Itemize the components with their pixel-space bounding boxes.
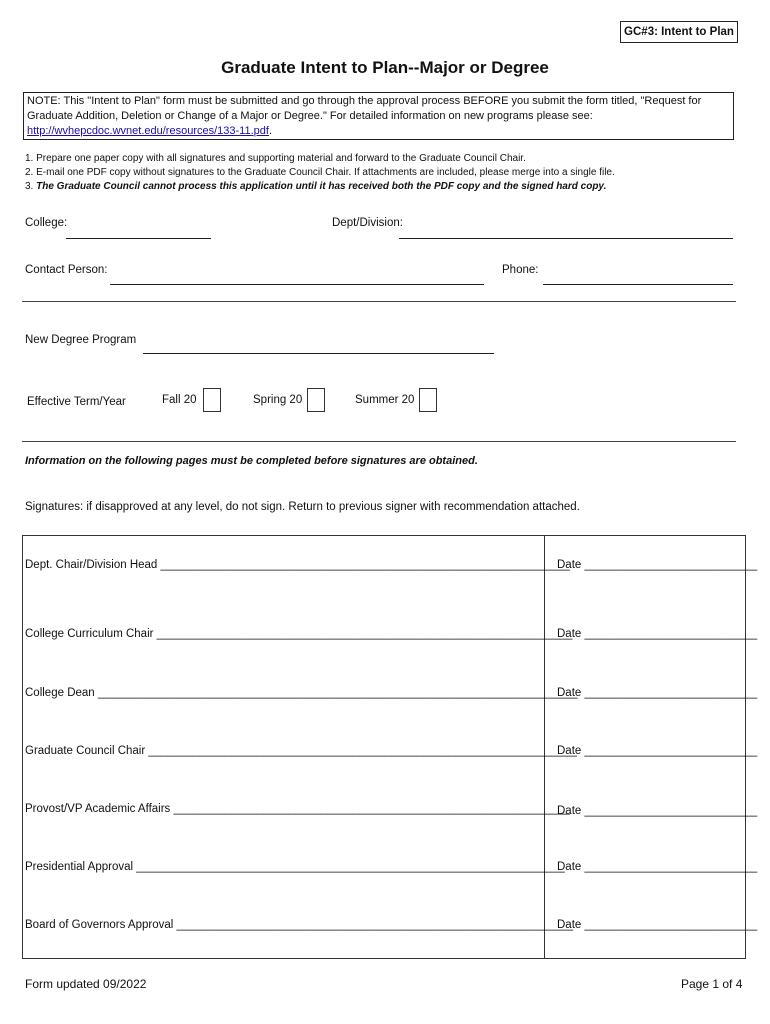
dept-field[interactable] bbox=[399, 238, 733, 239]
date-line-board-of-governors[interactable]: Date ___________________________ bbox=[557, 919, 758, 931]
date-line-graduate-council-chair[interactable]: Date ___________________________ bbox=[557, 745, 758, 757]
info-notice: Information on the following pages must be completed before signatures are obtained. bbox=[25, 455, 478, 467]
section-divider bbox=[22, 441, 736, 442]
effective-term-label: Effective Term/Year bbox=[27, 396, 126, 408]
signature-line-presidential[interactable]: Presidential Approval ___________________________________________________________________ bbox=[25, 861, 565, 873]
summer-label: Summer 20 bbox=[355, 394, 415, 406]
page-number: Page 1 of 4 bbox=[681, 977, 743, 991]
date-line-college-dean[interactable]: Date ___________________________ bbox=[557, 687, 758, 699]
signature-line-board-of-governors[interactable]: Board of Governors Approval ______________________________________________________________ bbox=[25, 919, 574, 931]
note-after-link: . bbox=[268, 125, 273, 137]
fall-checkbox[interactable] bbox=[203, 388, 221, 412]
resource-link[interactable]: http://wvhepcdoc.wvnet.edu/resources/133-11.pdf bbox=[27, 125, 269, 137]
new-degree-label: New Degree Program bbox=[25, 334, 137, 346]
college-label: College: bbox=[25, 217, 68, 229]
dept-label: Dept/Division: bbox=[332, 217, 403, 229]
new-degree-field[interactable] bbox=[143, 353, 494, 354]
section-divider bbox=[22, 301, 736, 302]
fall-label: Fall 20 bbox=[162, 394, 197, 406]
college-field[interactable] bbox=[66, 238, 211, 239]
signature-line-dept-chair[interactable]: Dept. Chair/Division Head ________________________________________________________________ bbox=[25, 559, 570, 571]
summer-checkbox[interactable] bbox=[419, 388, 437, 412]
signature-line-provost[interactable]: Provost/VP Academic Affairs ______________________________________________________________ bbox=[25, 803, 571, 815]
date-line-presidential[interactable]: Date ___________________________ bbox=[557, 861, 758, 873]
spring-checkbox[interactable] bbox=[307, 388, 325, 412]
note-box bbox=[23, 92, 734, 140]
contact-label: Contact Person: bbox=[25, 264, 108, 276]
phone-label: Phone: bbox=[502, 264, 539, 276]
note-text: NOTE: This "Intent to Plan" form must be submitted and go through the approval process BEFORE you submit the form titled, "Request for Graduate Addition, Deletion or Change of a Major or Degree." For detailed information on new programs please see: bbox=[27, 95, 702, 122]
instruction-steps bbox=[25, 152, 615, 194]
signature-line-curriculum-chair[interactable]: College Curriculum Chair _________________________________________________________________ bbox=[25, 628, 573, 640]
signatures-intro: Signatures: if disapproved at any level, do not sign. Return to previous signer with recommendation attached. bbox=[25, 501, 580, 513]
spring-label: Spring 20 bbox=[253, 394, 303, 406]
date-line-dept-chair[interactable]: Date ___________________________ bbox=[557, 559, 758, 571]
step-3-prefix: 3. bbox=[25, 181, 37, 192]
step-3-bold: The Graduate Council cannot process this application until it has received both the PDF copy and the signed hard copy. bbox=[36, 181, 607, 192]
phone-field[interactable] bbox=[543, 284, 733, 285]
date-line-provost[interactable]: Date ___________________________ bbox=[557, 805, 758, 817]
signature-line-college-dean[interactable]: College Dean ___________________________________________________________________________ bbox=[25, 687, 578, 699]
signature-line-graduate-council-chair[interactable]: Graduate Council Chair ___________________________________________________________________ bbox=[25, 745, 577, 757]
step-3 bbox=[25, 180, 615, 194]
date-line-curriculum-chair[interactable]: Date ___________________________ bbox=[557, 628, 758, 640]
step-1: 1. Prepare one paper copy with all signatures and supporting material and forward to the Graduate Council Chair. bbox=[25, 153, 526, 164]
form-code-badge: GC#3: Intent to Plan bbox=[620, 21, 738, 43]
step-2: 2. E-mail one PDF copy without signatures to the Graduate Council Chair. If attachments are included, please merge into a single file. bbox=[25, 167, 615, 178]
page-title: Graduate Intent to Plan--Major or Degree bbox=[221, 58, 549, 77]
contact-field[interactable] bbox=[110, 284, 484, 285]
form-updated-date: Form updated 09/2022 bbox=[25, 977, 147, 991]
